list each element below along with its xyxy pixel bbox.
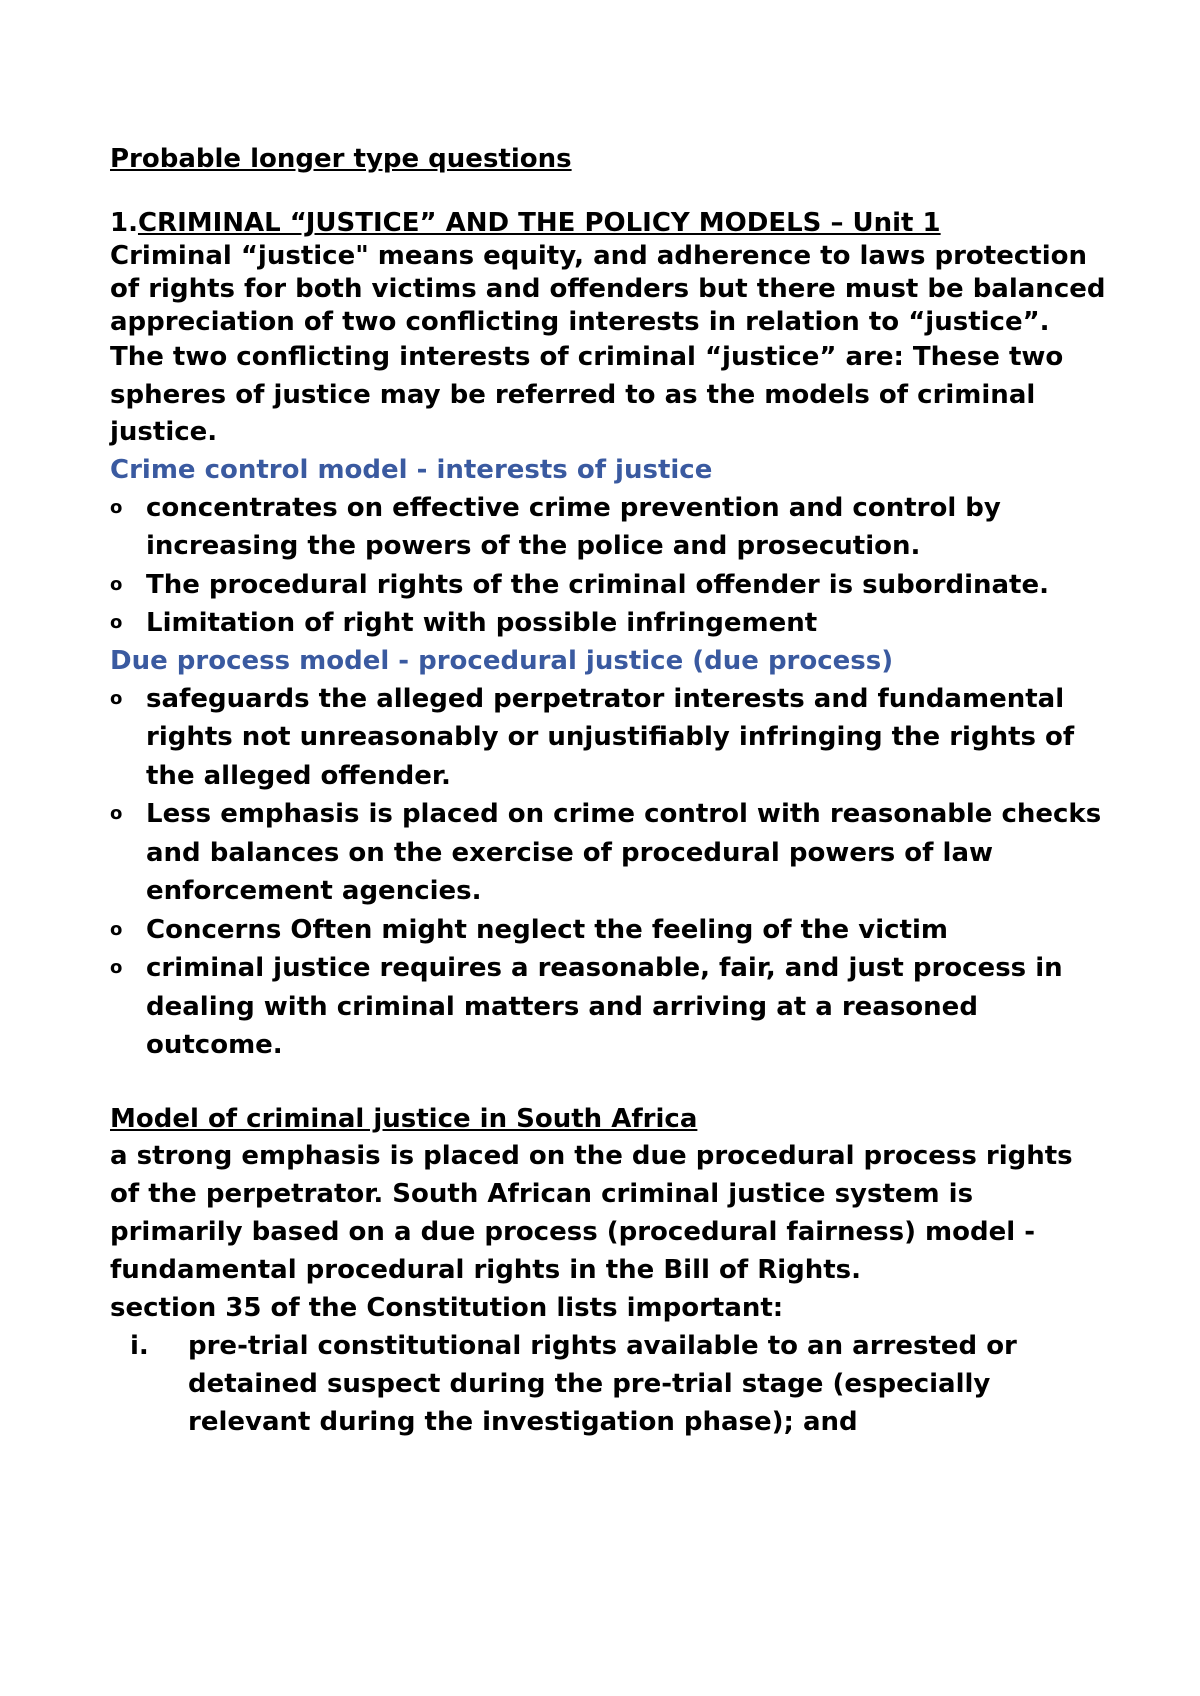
list-item-text: Limitation of right with possible infringement [146,608,818,638]
list-item-text: concentrates on effective crime prevention and control by increasing the powers of the police and prosecution. [146,492,1001,561]
section35-paragraph: section 35 of the Constitution lists important: [110,1292,784,1323]
south-africa-heading: Model of criminal justice in South Africa [110,1103,698,1134]
list-item [110,1327,1110,1441]
bullet-icon: o [110,612,123,633]
conflicting-paragraph: The two conflicting interests of criminal “justice” are: These two spheres of justice may be referred to as the models of criminal justice. [110,342,1064,447]
crime-control-list [110,489,1110,643]
list-item [110,795,1110,911]
spacer [110,1065,1110,1101]
south-africa-paragraph: a strong emphasis is placed on the due procedural process rights of the perpetrator. South African criminal justice system is primarily based on a due process (procedural fairness) model -fundamental procedural rights in the Bill of Rights. [110,1140,1073,1285]
list-item-text: pre-trial constitutional rights available to an arrested or detained suspect during the pre-trial stage (especially relevant during the investigation phase); and [188,1330,1017,1437]
bullet-icon: o [110,573,123,595]
section-heading-text: CRIMINAL “JUSTICE” AND THE POLICY MODELS – Unit 1 [137,208,941,238]
document-title: Probable longer type questions [110,144,572,174]
bullet-icon: o [110,803,123,824]
section35-list [110,1327,1110,1441]
list-item [110,680,1110,796]
bullet-icon: o [110,496,123,518]
section-number: 1. [110,208,138,238]
section-heading [110,206,1110,240]
list-item-text: Concerns Often might neglect the feeling of the victim [146,914,948,945]
crime-control-heading: Crime control model - interests of justice [110,454,713,485]
list-item [110,604,1110,643]
list-item-text: criminal justice requires a reasonable, fair, and just process in dealing with criminal matters and arriving at a reasoned outcome. [146,953,1063,1060]
bullet-icon: o [110,687,123,709]
roman-marker: i. [130,1330,149,1361]
list-item [110,949,1110,1065]
bullet-icon: o [110,918,123,940]
due-process-heading: Due process model - procedural justice (due process) [110,645,894,676]
intro-paragraph: Criminal “justice" means equity, and adherence to laws protection of rights for both victims and offenders but there must be balanced appreciation of two conflicting interests in relation to “justice”. [110,241,1106,337]
list-item-text: safeguards the alleged perpetrator interests and fundamental rights not unreasonably or unjustifiably infringing the rights of the alleged offender. [146,683,1075,791]
spacer [110,176,1110,206]
list-item [110,911,1110,950]
list-item-text: Less emphasis is placed on crime control with reasonable checks and balances on the exercise of procedural powers of law enforcement agencies. [146,799,1102,906]
list-item [110,566,1110,605]
list-item [110,489,1110,566]
list-item-text: The procedural rights of the criminal offender is subordinate. [146,569,1049,600]
bullet-icon: o [110,957,123,978]
due-process-list [110,680,1110,1065]
